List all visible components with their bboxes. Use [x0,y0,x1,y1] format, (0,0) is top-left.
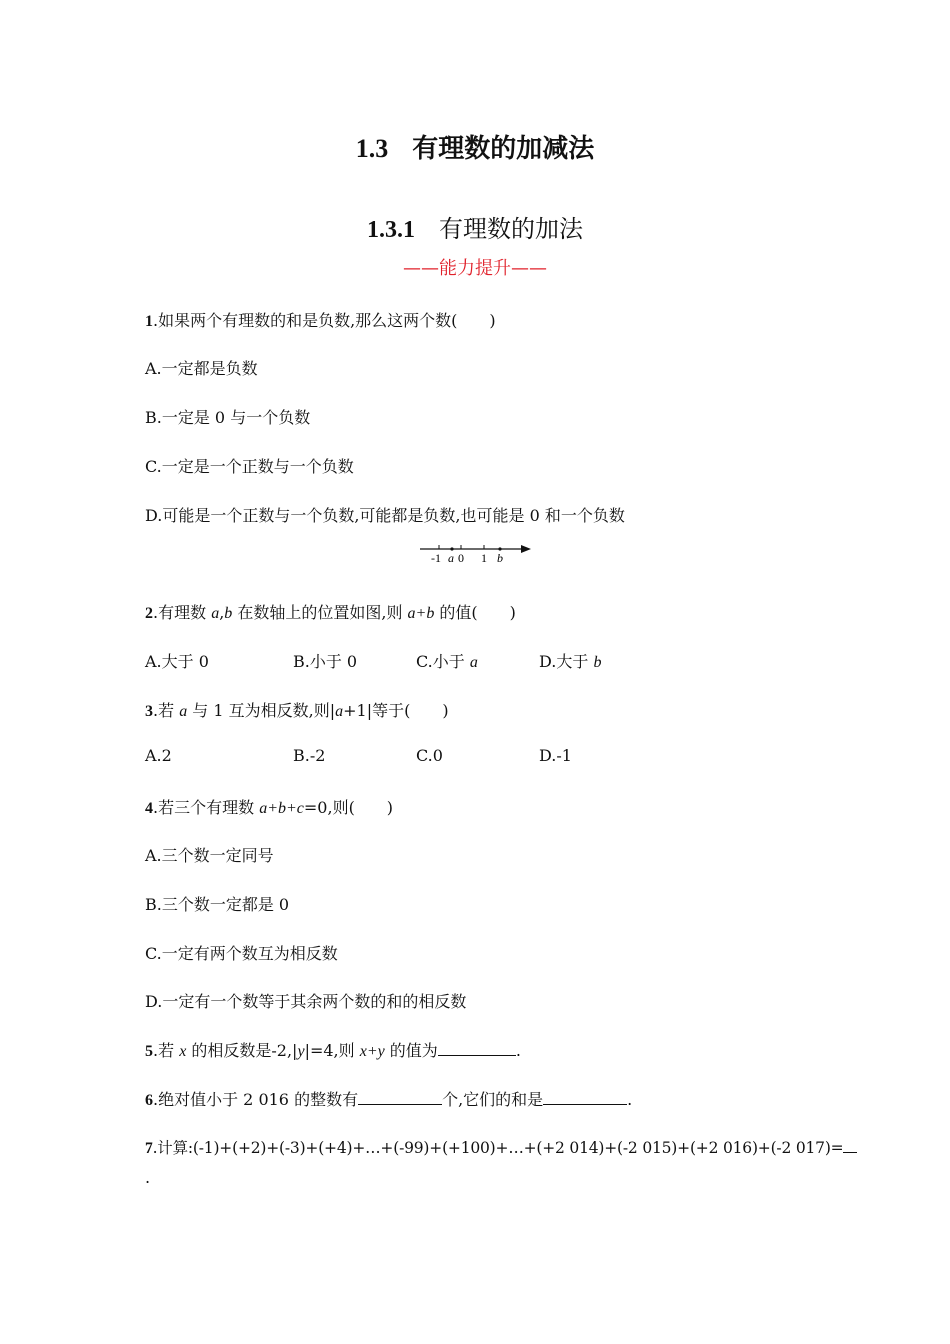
variable: a [179,703,188,720]
option-text: C.小于 [416,652,470,671]
question-4 [145,795,393,818]
question-text: 在数轴上的位置如图,则 [232,603,408,622]
q3-option-b: B.-2 [293,746,326,765]
question-text: |=4,则 [304,1041,360,1060]
question-number: 4 [145,800,153,817]
q3-option-a: A.2 [145,746,172,765]
q2-option-c [416,649,478,672]
q4-option-d: D.一定有一个数等于其余两个数的和的相反数 [145,992,467,1011]
q2-option-b [293,649,357,672]
question-6 [145,1087,632,1110]
question-text: 的值( ) [434,603,516,622]
question-text: .计算:(-1)+(+2)+(-3)+(+4)+…+(-99)+(+100)+…+(+2 014)+(-2 015)+(+2 016)+(-2 017)= [152,1139,844,1157]
q1-option-b: B.一定是 0 与一个负数 [145,408,311,427]
question-text: . [627,1090,633,1109]
question-number: 5 [145,1043,153,1060]
variable: x [179,1043,187,1060]
section-number: 1.3 [355,134,389,163]
question-text: .有理数 [153,603,212,622]
question-number: 7 [145,1140,153,1157]
answer-blank[interactable] [843,1138,857,1153]
variable: y [297,1043,305,1060]
question-text: 的值为 [384,1041,438,1060]
question-text: .若三个有理数 [153,798,260,817]
subsection-title [0,209,950,244]
q1-option-a: A.一定都是负数 [145,359,258,378]
question-number: 3 [145,703,153,720]
question-7-end: . [145,1168,151,1187]
question-number: 1 [145,313,153,330]
q2-option-d [539,649,601,672]
question-number: 6 [145,1092,153,1109]
question-text: .如果两个有理数的和是负数,那么这两个数( ) [153,311,496,330]
answer-blank[interactable] [543,1090,627,1105]
expression: x+y [359,1043,385,1060]
option-text: D.大于 [539,652,594,671]
question-text: 的相反数是-2,| [186,1041,298,1060]
answer-blank[interactable] [438,1041,516,1056]
tick-label: -1 [431,551,441,565]
expression: a+b [407,605,435,622]
q3-option-c: C.0 [416,746,443,765]
section-title-text: 有理数的加减法 [412,134,595,164]
question-number: 2 [145,605,153,622]
q3-option-d: D.-1 [539,746,572,765]
q4-option-b: B.三个数一定都是 0 [145,895,290,914]
section-title [0,128,950,165]
question-text: 个,它们的和是 [442,1090,544,1109]
question-text: , [219,603,225,622]
q2-option-a [145,649,209,672]
question-2 [145,600,516,623]
variable: b [593,654,602,671]
question-text: .若 [153,701,180,720]
variable: a [211,605,220,622]
number-line-figure [415,540,535,566]
q1-option-d: D.可能是一个正数与一个负数,可能都是负数,也可能是 0 和一个负数 [145,506,625,525]
question-text: .若 [153,1041,180,1060]
q1-option-c: C.一定是一个正数与一个负数 [145,457,354,476]
q4-option-c: C.一定有两个数互为相反数 [145,944,338,963]
answer-blank[interactable] [358,1090,442,1105]
question-5 [145,1038,521,1061]
option-text: A.大于 0 [145,652,209,671]
tick-label: a [448,551,454,565]
question-3 [145,698,449,721]
question-text: .绝对值小于 2 016 的整数有 [153,1090,359,1109]
subsection-title-text: 有理数的加法 [439,215,583,243]
question-text: =0,则( ) [303,798,394,817]
tick-label: b [497,551,503,565]
tick-label: 1 [481,551,487,565]
option-text: B.小于 0 [293,652,358,671]
arrow-icon [521,545,531,553]
variable: b [224,605,233,622]
subsection-number: 1.3.1 [367,217,415,243]
tagline: ——能力提升—— [403,258,547,279]
question-text: +1|等于( ) [343,701,449,720]
expression: a+b+c [259,800,304,817]
tick-label: 0 [458,551,464,565]
q4-option-a: A.三个数一定同号 [145,846,274,865]
question-text: 与 1 互为相反数,则| [187,701,336,720]
question-text: . [515,1041,521,1060]
variable: a [335,703,344,720]
question-7 [145,1136,857,1158]
variable: a [469,654,478,671]
question-1 [145,308,496,331]
